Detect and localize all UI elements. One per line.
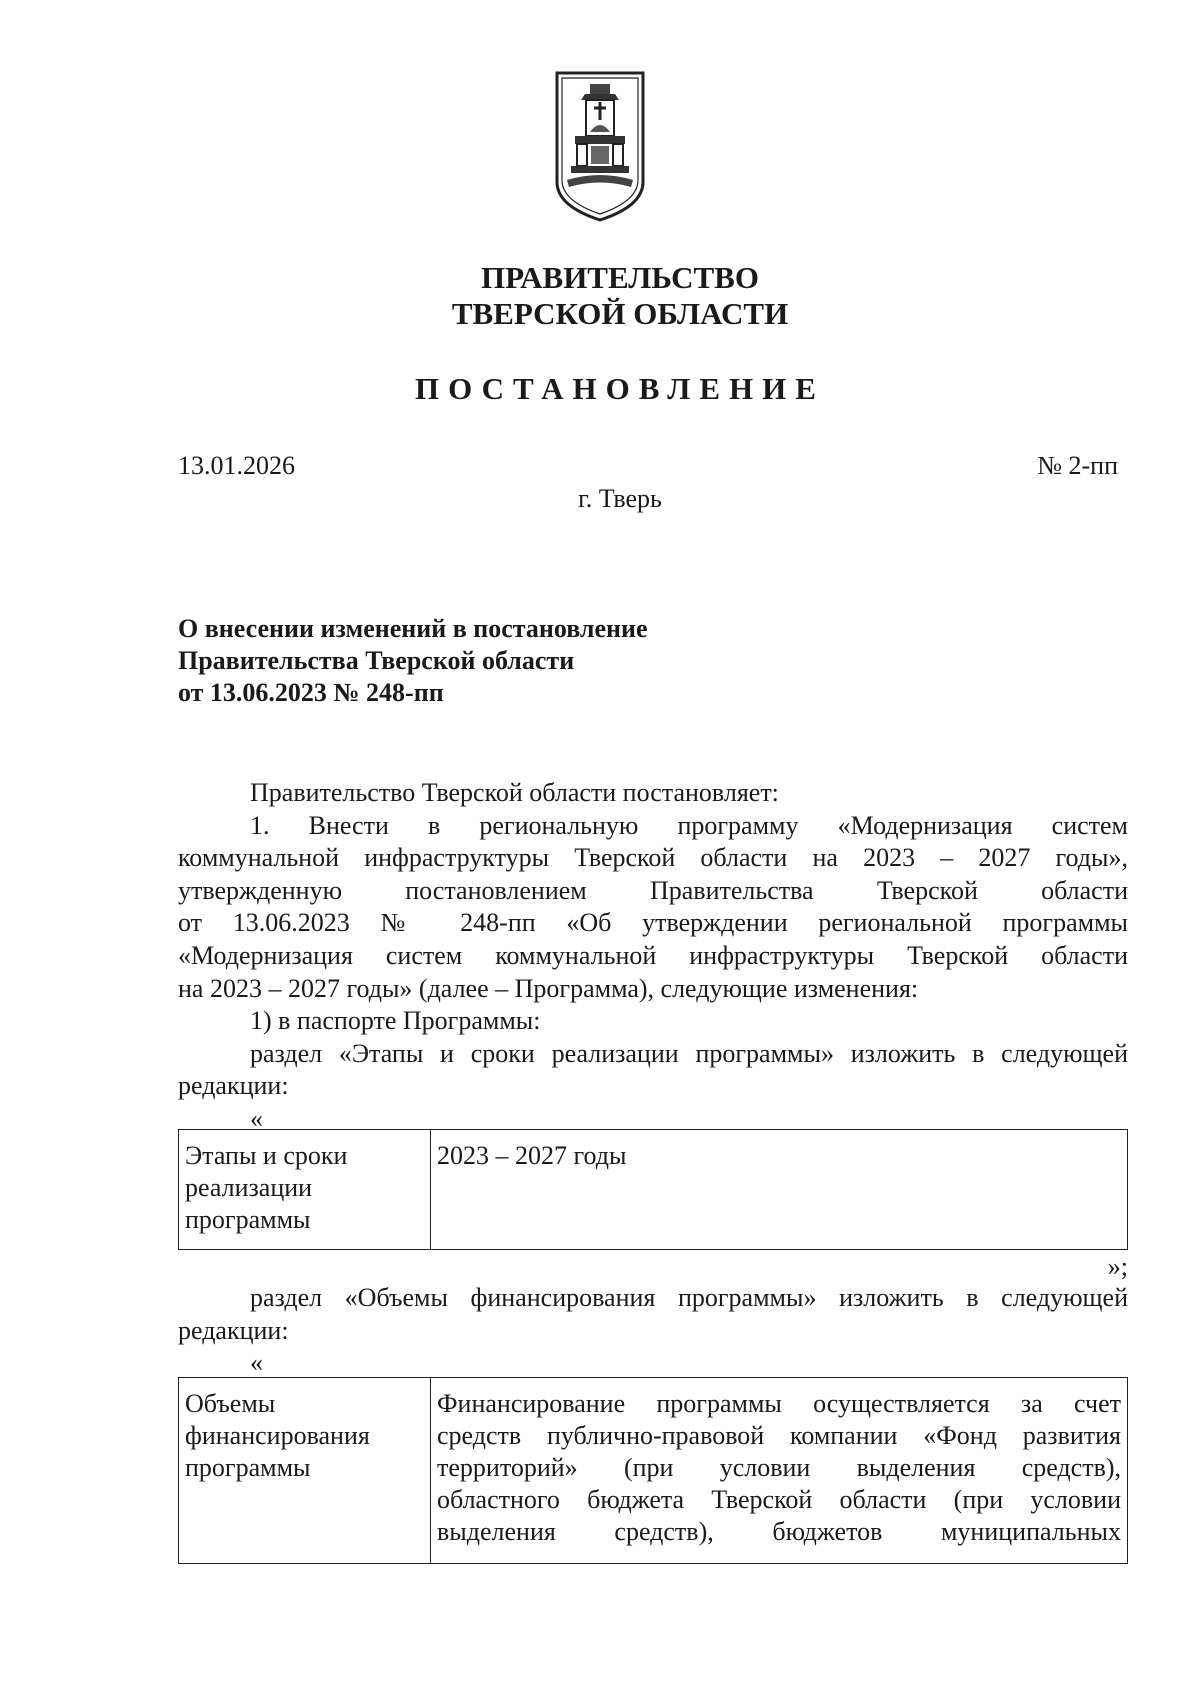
- p1-line: «Модернизация систем коммунальной инфраструктуры Тверской области: [178, 940, 1128, 970]
- funding-table: [178, 1377, 1128, 1564]
- section-2-line-1: раздел «Объемы финансирования программы» изложить в следующей: [250, 1283, 1128, 1312]
- funding-line: территорий» (при условии выделения средств),: [437, 1453, 1121, 1482]
- body-text-2: [178, 1282, 1128, 1380]
- label-line: финансирования: [185, 1421, 370, 1450]
- funding-label-cell: [179, 1378, 431, 1564]
- label-line: Объемы: [185, 1389, 276, 1418]
- funding-line: областного бюджета Тверской области (при условии: [437, 1485, 1121, 1514]
- subject-line-3: от 13.06.2023 № 248-пп: [178, 678, 444, 707]
- subject-line-1: О внесении изменений в постановление: [178, 614, 648, 643]
- section-1-line-2: редакции:: [178, 1071, 289, 1101]
- stages-label-cell: [179, 1130, 431, 1250]
- section-2-line-2: редакции:: [178, 1315, 289, 1345]
- document-type-title: ПОСТАНОВЛЕНИЕ: [415, 371, 825, 406]
- close-quote-1: »;: [1107, 1252, 1128, 1281]
- funding-value-cell: [431, 1378, 1128, 1564]
- label-line: программы: [185, 1205, 311, 1234]
- funding-line: средств публично-правовой компании «Фонд развития: [437, 1421, 1121, 1450]
- org-name-line-2: ТВЕРСКОЙ ОБЛАСТИ: [451, 296, 789, 331]
- intro-paragraph: Правительство Тверской области постановляет:: [250, 778, 779, 807]
- city-name: г. Тверь: [578, 484, 662, 513]
- label-line: программы: [185, 1453, 311, 1482]
- document-number: № 2-пп: [1037, 451, 1118, 480]
- body-text: [178, 777, 1128, 1136]
- label-line: Этапы и сроки: [185, 1141, 348, 1170]
- org-name-line-1: ПРАВИТЕЛЬСТВО: [481, 260, 759, 295]
- open-quote-1: «: [250, 1103, 263, 1133]
- p1-last-line: на 2023 – 2027 годы» (далее – Программа), следующие изменения:: [178, 973, 919, 1003]
- section-1-line-1: раздел «Этапы и сроки реализации программы» изложить в следующей: [250, 1038, 1128, 1068]
- subject-line-2: Правительства Тверской области: [178, 646, 575, 675]
- open-quote-2: «: [250, 1348, 263, 1378]
- item-1: 1) в паспорте Программы:: [250, 1006, 541, 1036]
- p1-line: от 13.06.2023 № 248-пп «Об утверждении региональной программы: [178, 908, 1128, 938]
- p1-line: утвержденную постановлением Правительства Тверской области: [178, 875, 1128, 905]
- document-date: 13.01.2026: [178, 451, 295, 480]
- p1-line: коммунальной инфраструктуры Тверской области на 2023 – 2027 годы»,: [178, 843, 1128, 873]
- label-line: реализации: [185, 1173, 313, 1202]
- p1-line: 1. Внести в региональную программу «Модернизация систем: [250, 810, 1128, 840]
- funding-line: Финансирование программы осуществляется за счет: [437, 1389, 1121, 1418]
- stages-value-cell: 2023 – 2027 годы: [431, 1130, 1128, 1250]
- funding-line: выделения средств), бюджетов муниципальных: [437, 1517, 1121, 1546]
- coat-of-arms-emblem: [553, 70, 647, 222]
- stages-table: [178, 1129, 1128, 1250]
